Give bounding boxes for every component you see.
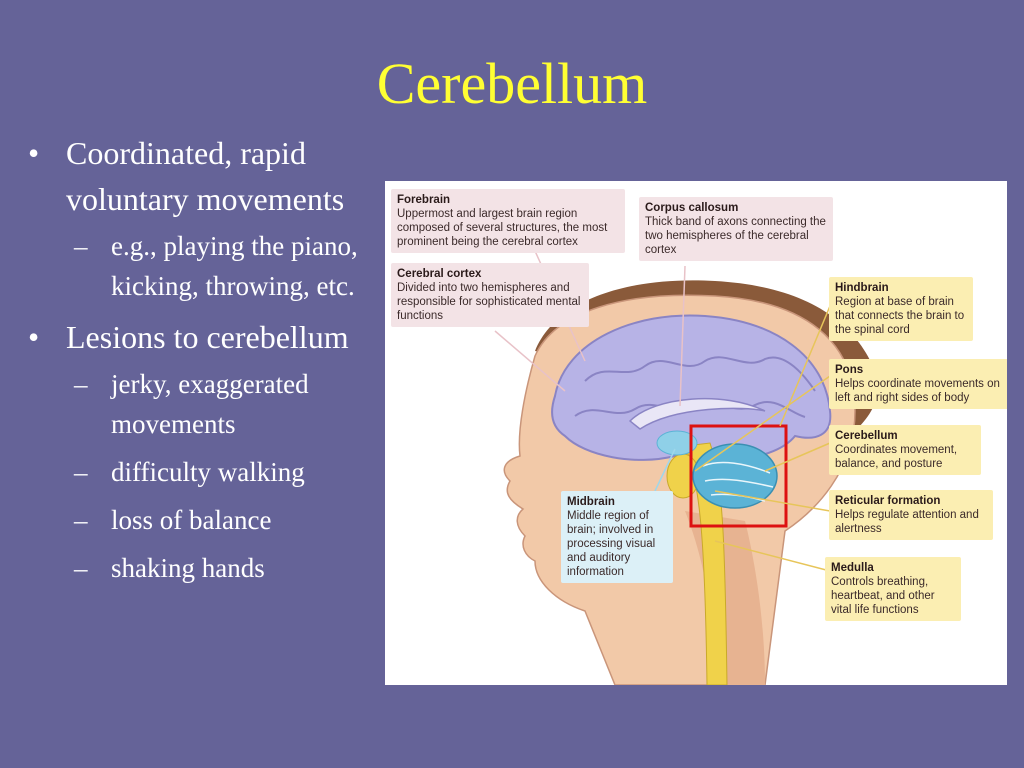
sub-bullet-text: loss of balance	[111, 505, 272, 535]
sub-bullet-text: difficulty walking	[111, 457, 305, 487]
bullet-text: Coordinated, rapid voluntary movements	[66, 135, 345, 217]
label-desc: Divided into two hemispheres and responsible for sophisticated mental functions	[397, 282, 581, 322]
label-forebrain	[391, 189, 625, 253]
label-cerebellum	[829, 425, 981, 475]
bullet-list	[28, 130, 373, 596]
sub-bullet-item	[66, 226, 373, 306]
label-cerebral-cortex	[391, 263, 589, 327]
label-desc: Helps coordinate movements on left and right sides of body	[835, 378, 1000, 404]
sub-bullet-mark: –	[74, 369, 88, 399]
label-desc: Thick band of axons connecting the two hemispheres of the cerebral cortex	[645, 216, 826, 256]
cerebellum-shape	[693, 444, 777, 508]
sub-bullet-text: jerky, exaggerated movements	[111, 369, 309, 439]
label-title: Cerebral cortex	[397, 268, 482, 280]
sub-bullet-item	[66, 364, 373, 444]
label-desc: Region at base of brain that connects the brain to the spinal cord	[835, 296, 965, 336]
sub-bullet-mark: –	[74, 553, 88, 583]
bullet-item	[28, 130, 373, 306]
sub-bullet-mark: –	[74, 457, 88, 487]
sub-bullet-mark: –	[74, 231, 88, 261]
label-desc: Helps regulate attention and alertness	[835, 509, 979, 535]
label-medulla	[825, 557, 961, 621]
label-reticular-formation	[829, 490, 993, 540]
label-desc: Uppermost and largest brain region composed of several structures, the most prominent being the cerebral cortex	[397, 208, 608, 248]
label-midbrain	[561, 491, 673, 583]
label-title: Corpus callosum	[645, 202, 739, 214]
label-title: Midbrain	[567, 496, 615, 508]
sub-bullet-item	[66, 548, 373, 588]
bullet-item	[28, 314, 373, 588]
label-title: Cerebellum	[835, 430, 898, 442]
slide-title: Cerebellum	[376, 51, 648, 116]
sub-bullet-list	[66, 364, 373, 588]
label-desc: Middle region of brain; involved in processing visual and auditory information	[567, 510, 656, 578]
sub-bullet-text: shaking hands	[111, 553, 265, 583]
sub-bullet-item	[66, 452, 373, 492]
label-title: Pons	[835, 364, 864, 376]
label-desc: Controls breathing, heartbeat, and other vital life functions	[831, 576, 935, 616]
sub-bullet-list	[66, 226, 373, 306]
sub-bullet-text: e.g., playing the piano, kicking, throwing, etc.	[111, 231, 358, 301]
bullet-mark: •	[28, 319, 40, 355]
label-corpus-callosum	[639, 197, 833, 261]
sub-bullet-item	[66, 500, 373, 540]
sub-bullet-mark: –	[74, 505, 88, 535]
label-pons	[829, 359, 1007, 409]
bullet-mark: •	[28, 135, 40, 171]
label-title: Medulla	[831, 562, 874, 574]
label-hindbrain	[829, 277, 973, 341]
label-title: Hindbrain	[835, 282, 889, 294]
bullet-text: Lesions to cerebellum	[66, 319, 349, 355]
brain-figure	[385, 181, 1007, 685]
label-title: Reticular formation	[835, 495, 941, 507]
label-desc: Coordinates movement, balance, and posture	[835, 444, 958, 470]
label-title: Forebrain	[397, 194, 451, 206]
